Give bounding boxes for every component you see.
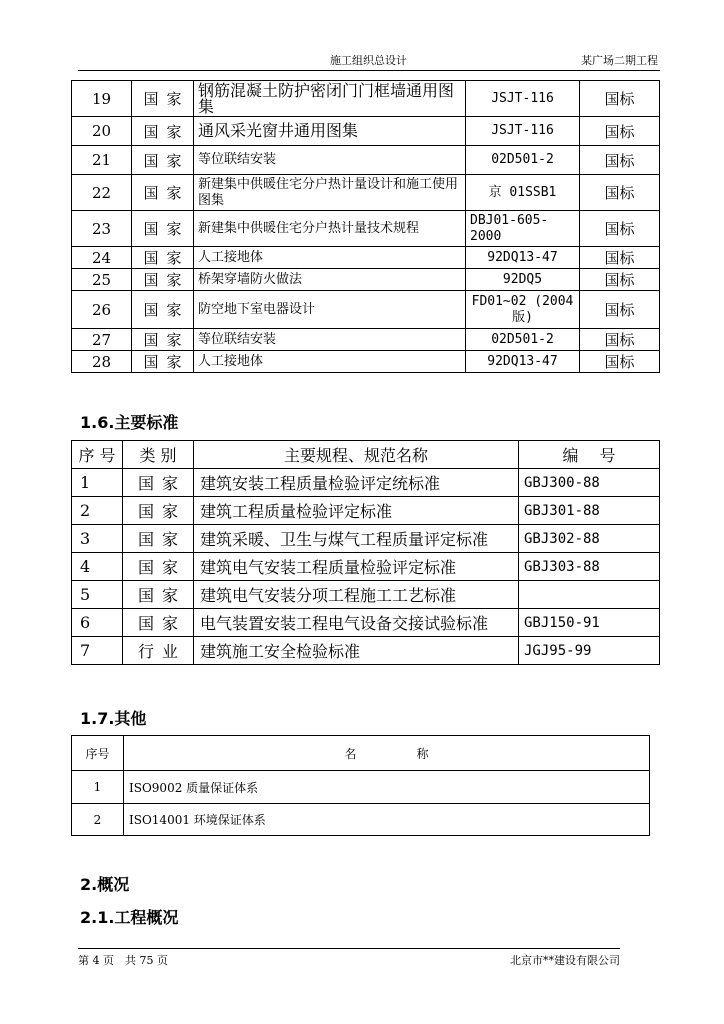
row-level: 国标: [580, 117, 660, 146]
table-row: [72, 553, 660, 581]
row-category: 国家: [132, 211, 194, 247]
header-document-title: 施工组织总设计: [330, 54, 407, 67]
row-level: 国标: [580, 211, 660, 247]
row-category: 国家: [132, 269, 194, 291]
row-name: 新建集中供暖住宅分户热计量技术规程: [194, 211, 466, 247]
table-row: [72, 351, 660, 373]
row-seq: 2: [72, 497, 123, 525]
row-name: 建筑电气安装分项工程施工工艺标准: [194, 581, 519, 609]
row-code: GBJ303-88: [519, 553, 660, 581]
row-name: 电气装置安装工程电气设备交接试验标准: [194, 609, 519, 637]
row-category: 国家: [123, 581, 194, 609]
row-name: 防空地下室电器设计: [194, 291, 466, 329]
main-standards-table: [71, 440, 660, 665]
row-number: 28: [72, 351, 132, 373]
table-row: [72, 804, 650, 836]
row-category: 国家: [132, 146, 194, 175]
row-name: 建筑采暖、卫生与煤气工程质量评定标准: [194, 525, 519, 553]
row-seq: 6: [72, 609, 123, 637]
row-category: 国家: [123, 609, 194, 637]
row-seq: 4: [72, 553, 123, 581]
table-row: [72, 175, 660, 211]
row-category: 国家: [132, 351, 194, 373]
row-code: 92DQ13-47: [466, 247, 580, 269]
row-code: JSJT-116: [466, 117, 580, 146]
section-2-heading: 2.概况: [80, 875, 130, 894]
row-code: JSJT-116: [466, 81, 580, 117]
row-category: 国家: [123, 553, 194, 581]
row-category: 行业: [123, 637, 194, 665]
row-name: 人工接地体: [194, 351, 466, 373]
table-row: [72, 469, 660, 497]
header-project-name: 某广场二期工程: [581, 54, 658, 67]
row-code: JGJ95-99: [519, 637, 660, 665]
header-name: 主要规程、规范名称: [194, 441, 519, 469]
row-code: GBJ301-88: [519, 497, 660, 525]
row-number: 26: [72, 291, 132, 329]
row-number: 22: [72, 175, 132, 211]
table-row: [72, 581, 660, 609]
row-category: 国家: [123, 525, 194, 553]
row-seq: 7: [72, 637, 123, 665]
row-category: 国家: [132, 81, 194, 117]
row-name: 建筑安装工程质量检验评定统标准: [194, 469, 519, 497]
row-name: 建筑工程质量检验评定标准: [194, 497, 519, 525]
table-row: [72, 291, 660, 329]
table-row: [72, 497, 660, 525]
row-category: 国家: [123, 497, 194, 525]
row-category: 国家: [132, 247, 194, 269]
row-code: GBJ302-88: [519, 525, 660, 553]
table-row: [72, 211, 660, 247]
row-seq: 5: [72, 581, 123, 609]
header-seq: 序号: [72, 736, 124, 771]
row-name: 建筑电气安装工程质量检验评定标准: [194, 553, 519, 581]
table-row: [72, 609, 660, 637]
row-level: 国标: [580, 247, 660, 269]
row-level: 国标: [580, 329, 660, 351]
row-number: 20: [72, 117, 132, 146]
row-number: 24: [72, 247, 132, 269]
row-category: 国家: [132, 291, 194, 329]
row-category: 国家: [132, 117, 194, 146]
row-seq: 1: [72, 469, 123, 497]
row-code: GBJ150-91: [519, 609, 660, 637]
row-name: 新建集中供暖住宅分户热计量设计和施工使用图集: [194, 175, 466, 211]
row-seq: 3: [72, 525, 123, 553]
row-code: 京 01SSB1: [466, 175, 580, 211]
table-row: [72, 525, 660, 553]
company-name: 北京市**建设有限公司: [510, 954, 620, 967]
table-row: [72, 81, 660, 117]
row-name: ISO14001 环境保证体系: [124, 804, 650, 836]
header-category: 类 别: [123, 441, 194, 469]
reference-drawings-table: [71, 80, 660, 373]
row-name: 人工接地体: [194, 247, 466, 269]
row-name: 建筑施工安全检验标准: [194, 637, 519, 665]
row-code: DBJ01-605-2000: [466, 211, 580, 247]
row-code: 02D501-2: [466, 329, 580, 351]
table-header-row: [72, 736, 650, 771]
section-2-1-heading: 2.1.工程概况: [80, 908, 179, 927]
row-seq: 1: [72, 771, 124, 804]
section-1-6-heading: 1.6.主要标准: [80, 413, 179, 432]
header-seq: 序 号: [72, 441, 123, 469]
row-number: 27: [72, 329, 132, 351]
row-name: 等位联结安装: [194, 329, 466, 351]
row-number: 19: [72, 81, 132, 117]
row-number: 23: [72, 211, 132, 247]
row-level: 国标: [580, 146, 660, 175]
row-seq: 2: [72, 804, 124, 836]
page-footer: [78, 948, 620, 967]
table-row: [72, 117, 660, 146]
table-row: [72, 329, 660, 351]
row-code: 02D501-2: [466, 146, 580, 175]
row-code: [519, 581, 660, 609]
row-name: 钢筋混凝土防护密闭门门框墙通用图集: [194, 81, 466, 117]
row-code: GBJ300-88: [519, 469, 660, 497]
page-header: [78, 48, 660, 71]
row-category: 国家: [123, 469, 194, 497]
other-standards-table: [71, 735, 650, 836]
row-level: 国标: [580, 351, 660, 373]
page-number: 第 4 页 共 75 页: [78, 954, 168, 967]
row-level: 国标: [580, 81, 660, 117]
row-number: 21: [72, 146, 132, 175]
table-row: [72, 269, 660, 291]
row-level: 国标: [580, 291, 660, 329]
row-category: 国家: [132, 329, 194, 351]
section-1-7-heading: 1.7.其他: [80, 709, 147, 728]
header-code: 编 号: [519, 441, 660, 469]
row-level: 国标: [580, 269, 660, 291]
row-name: ISO9002 质量保证体系: [124, 771, 650, 804]
row-code: 92DQ13-47: [466, 351, 580, 373]
table-header-row: [72, 441, 660, 469]
row-code: 92DQ5: [466, 269, 580, 291]
row-level: 国标: [580, 175, 660, 211]
row-number: 25: [72, 269, 132, 291]
table-row: [72, 637, 660, 665]
row-name: 通风采光窗井通用图集: [194, 117, 466, 146]
header-name: 名 称: [124, 736, 650, 771]
row-name: 桥架穿墙防火做法: [194, 269, 466, 291]
row-code: FD01~02 (2004 版): [466, 291, 580, 329]
table-row: [72, 771, 650, 804]
table-row: [72, 146, 660, 175]
table-row: [72, 247, 660, 269]
row-category: 国家: [132, 175, 194, 211]
row-name: 等位联结安装: [194, 146, 466, 175]
